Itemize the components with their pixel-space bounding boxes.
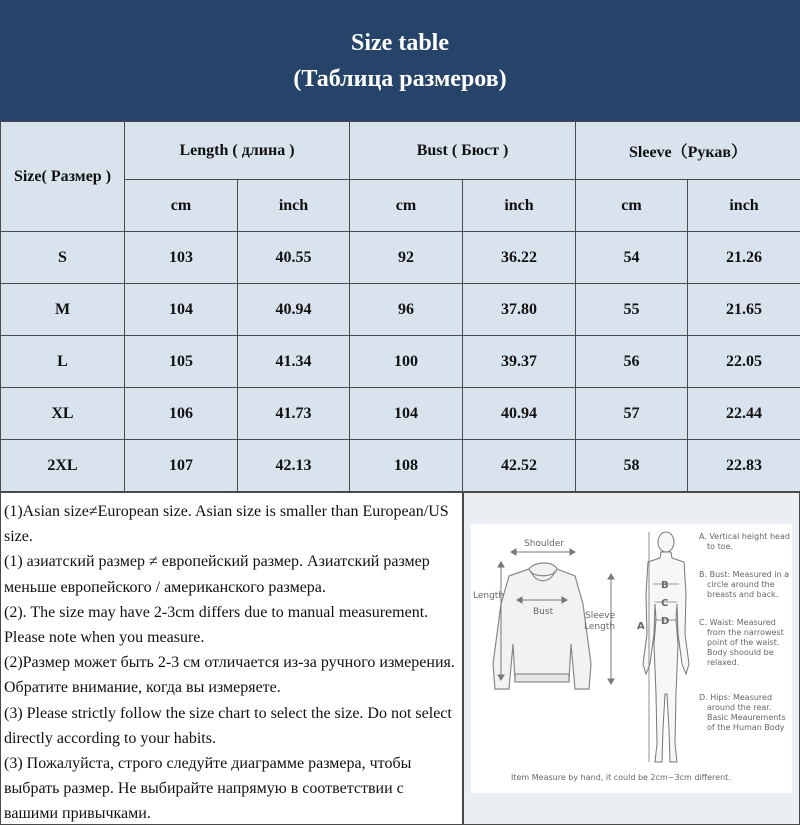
value-cell: 21.26 (688, 232, 800, 284)
value-cell: 40.94 (463, 388, 576, 440)
legend-d-line1: D. Hips: Measured (699, 693, 773, 702)
value-cell: 56 (576, 336, 688, 388)
value-cell: 55 (576, 284, 688, 336)
unit-header: cm (125, 180, 238, 232)
measurement-diagram-svg (471, 524, 792, 793)
value-cell: 41.34 (238, 336, 350, 388)
value-cell: 36.22 (463, 232, 576, 284)
value-cell: 57 (576, 388, 688, 440)
value-cell: 22.83 (688, 440, 800, 492)
value-cell: 22.44 (688, 388, 800, 440)
unit-header: cm (576, 180, 688, 232)
value-cell: 37.80 (463, 284, 576, 336)
title-banner (0, 0, 800, 121)
value-cell: 104 (350, 388, 463, 440)
sleeve-group-header: Sleeve（Рукав） (576, 122, 800, 180)
measurement-figure-panel (463, 492, 800, 825)
unit-header: inch (688, 180, 800, 232)
legend-b-line1: B. Bust: Measured in a (699, 570, 790, 579)
note-item: (2). The size may have 2-3cm differs due to manual measurement. Please note when you measure. (4, 603, 429, 647)
marker-b: B (661, 580, 669, 591)
value-cell: 40.55 (238, 232, 350, 284)
shoulder-label: Shoulder (524, 539, 565, 549)
legend-c-line3: point of the waist. (707, 638, 780, 647)
value-cell: 41.73 (238, 388, 350, 440)
measurement-diagram (471, 524, 792, 793)
human-body-illustration (643, 532, 689, 762)
bust-label: Bust (533, 607, 554, 617)
length-group-header: Length ( длина ) (125, 122, 350, 180)
value-cell: 106 (125, 388, 238, 440)
size-cell: 2XL (1, 440, 125, 492)
table-row (1, 388, 800, 440)
size-cell: S (1, 232, 125, 284)
size-cell: L (1, 336, 125, 388)
value-cell: 42.13 (238, 440, 350, 492)
value-cell: 22.05 (688, 336, 800, 388)
figure-footer-note: Item Measure by hand, it could be 2cm~3cm different. (511, 773, 731, 782)
legend-d-line2: around the rear. (707, 703, 772, 712)
shoulder-measure-line (511, 549, 575, 555)
bust-group-header: Bust ( Бюст ) (350, 122, 576, 180)
legend-c-line2: from the narrowest (707, 628, 784, 637)
legend-b-line3: breasts and back. (707, 590, 779, 599)
size-table (0, 121, 800, 492)
sleeve-label-line2: Length (584, 622, 616, 632)
size-column-header: Size( Размер ) (1, 122, 125, 232)
value-cell: 42.52 (463, 440, 576, 492)
legend-d-line3: Basic Meaurements (707, 713, 786, 722)
value-cell: 39.37 (463, 336, 576, 388)
notes-panel (0, 492, 463, 825)
length-label: Length (473, 591, 505, 601)
value-cell: 92 (350, 232, 463, 284)
sweater-illustration (493, 563, 591, 689)
table-row (1, 440, 800, 492)
note-item: (1) азиатский размер ≠ европейский размер. Азиатский размер меньше европейского / американского размера. (4, 553, 430, 596)
value-cell: 107 (125, 440, 238, 492)
legend-b-line2: circle around the (707, 580, 775, 589)
size-cell: XL (1, 388, 125, 440)
legend-a-line1: A. Vertical height head (699, 532, 790, 541)
size-cell: M (1, 284, 125, 336)
legend-c-line4: Body shoould be (707, 648, 774, 657)
page-subtitle: (Таблица размеров) (293, 66, 507, 92)
unit-header: cm (350, 180, 463, 232)
value-cell: 58 (576, 440, 688, 492)
note-item: (3) Пожалуйста, строго следуйте диаграмме размера, чтобы выбрать размер. Не выбирайте напрямую в соответствии с вашими привычками. (4, 755, 412, 823)
table-row (1, 284, 800, 336)
value-cell: 108 (350, 440, 463, 492)
value-cell: 104 (125, 284, 238, 336)
value-cell: 105 (125, 336, 238, 388)
sleeve-label-line1: Sleeve (585, 611, 616, 621)
table-row (1, 336, 800, 388)
value-cell: 96 (350, 284, 463, 336)
value-cell: 40.94 (238, 284, 350, 336)
value-cell: 100 (350, 336, 463, 388)
note-item: (3) Please strictly follow the size chart to select the size. Do not select directly according to your habits. (4, 704, 452, 747)
unit-header: inch (463, 180, 576, 232)
marker-a: A (637, 621, 645, 632)
table-row (1, 232, 800, 284)
value-cell: 103 (125, 232, 238, 284)
value-cell: 21.65 (688, 284, 800, 336)
page-title: Size table (351, 30, 449, 56)
legend-c-line5: relaxed. (707, 658, 740, 667)
measurement-legend (699, 532, 790, 732)
marker-d: D (661, 616, 670, 627)
legend-a-line2: to toe. (707, 542, 734, 551)
note-item: (1)Asian size≠European size. Asian size is smaller than European/US size. (4, 503, 449, 546)
legend-c-line1: C. Waist: Measured (699, 618, 776, 627)
unit-header: inch (238, 180, 350, 232)
value-cell: 54 (576, 232, 688, 284)
legend-d-line4: of the Human Body (707, 723, 785, 732)
note-item: (2)Размер может быть 2-3 см отличается из-за ручного измерения. Обратите внимание, когда вы измеряете. (4, 654, 455, 697)
marker-c: C (661, 598, 669, 609)
